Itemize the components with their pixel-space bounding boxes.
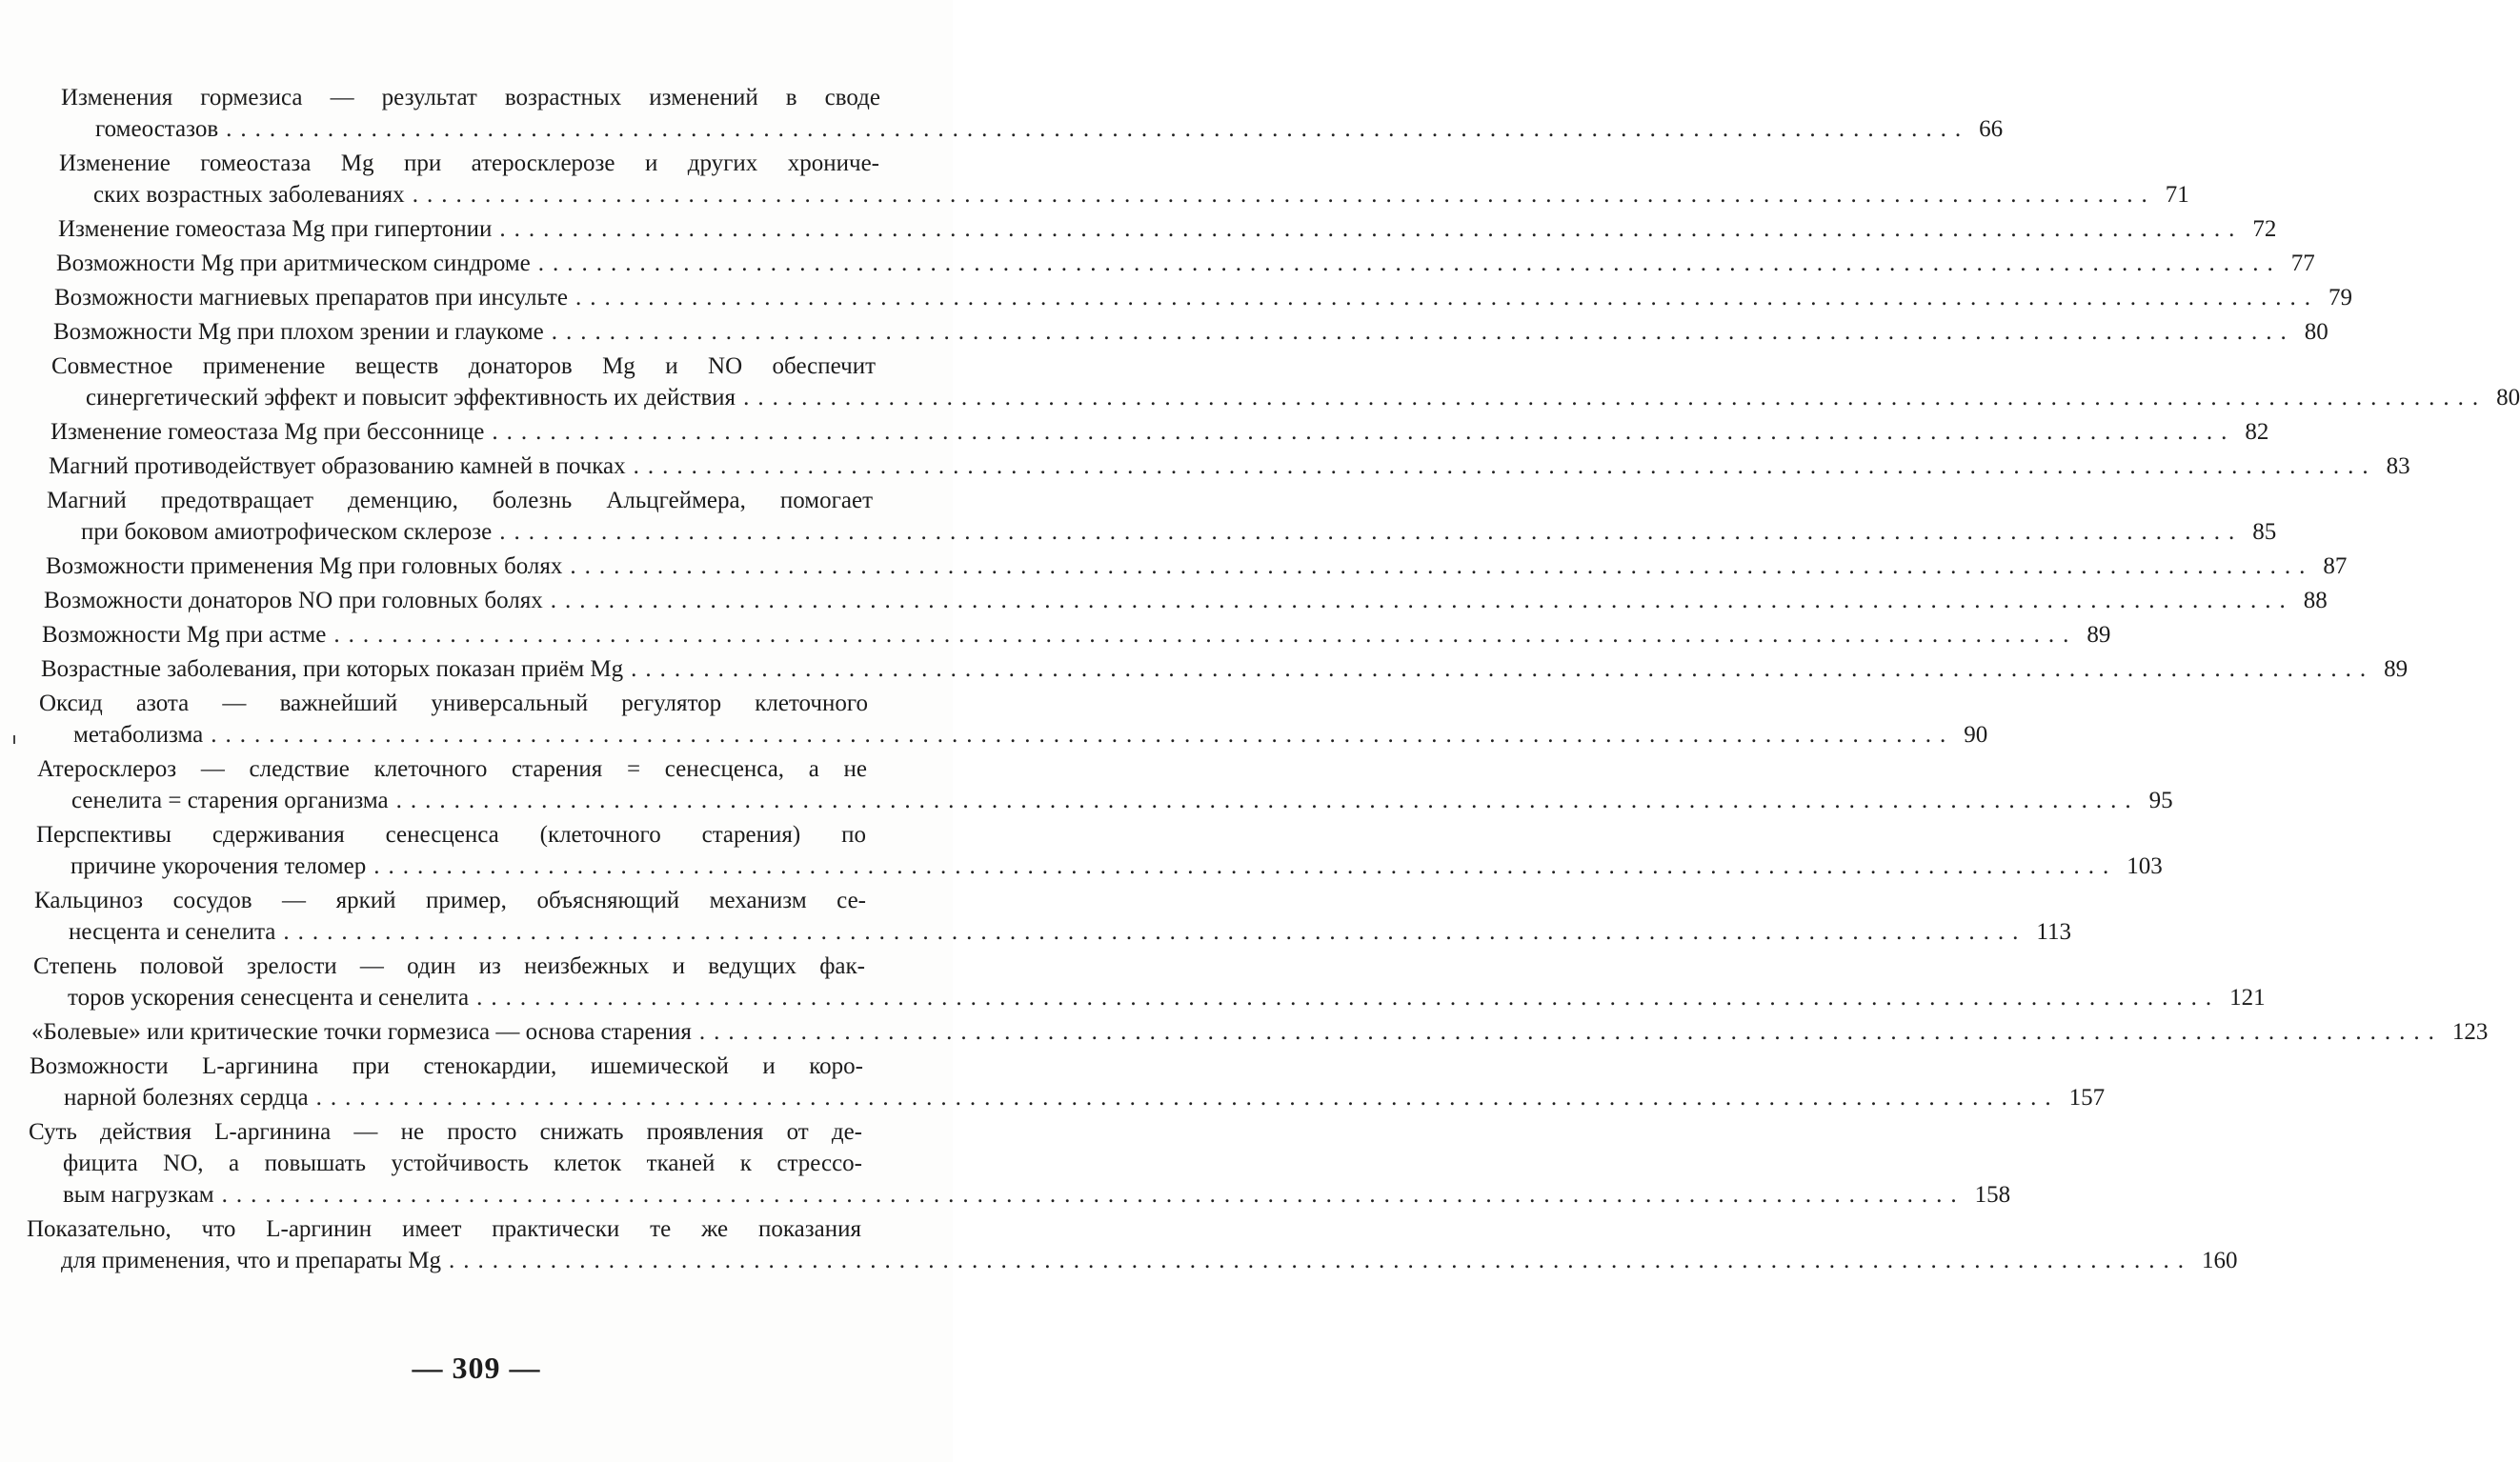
- print-speck: [13, 735, 15, 744]
- toc-entry-title: Изменение гомеостаза Mg при гипертонии: [58, 216, 493, 242]
- toc-entry: [0, 82, 2004, 145]
- toc-entry: [0, 485, 2277, 548]
- toc-entry: [0, 1116, 2011, 1211]
- toc-entry: [0, 451, 2410, 482]
- toc-entry-title: Возможности применения Mg при головных болях: [46, 553, 563, 579]
- toc-entry-last-line: [50, 416, 2269, 448]
- toc-page-number: 79: [2328, 285, 2352, 310]
- toc-entry-title: сенелита = старения организма: [71, 788, 389, 813]
- toc-entry-last-line: [81, 516, 2277, 548]
- toc-page-number: 123: [2451, 1019, 2489, 1045]
- toc-entry-last-line: [73, 719, 1988, 751]
- toc-entry-last-line: [61, 1245, 2238, 1276]
- toc-entry: [0, 551, 2348, 582]
- toc-entry-line: Магний предотвращает деменцию, болезнь Альцгеймера, помогает: [47, 488, 873, 513]
- toc-entry-last-line: [86, 382, 2520, 413]
- toc-entry-line: Суть действия L-аргинина — не просто снижать проявления от де-: [29, 1119, 862, 1145]
- toc-page-number: 89: [2384, 656, 2409, 682]
- toc-entry: [0, 653, 2409, 685]
- toc-entry: [0, 885, 2071, 948]
- dot-leader: ........................................................................................................................: [575, 285, 2319, 310]
- dot-leader: ........................................................................................................................: [449, 1248, 2192, 1273]
- dot-leader: ........................................................................................................................: [537, 250, 2282, 276]
- toc-entry: [0, 819, 2163, 882]
- toc-entry-line: фицита NO, а повышать устойчивость клеток тканей к стрессо-: [63, 1151, 862, 1176]
- dot-leader: ........................................................................................................................: [395, 788, 2140, 813]
- toc-entry-line: Совместное применение веществ донаторов Mg и NO обеспечит: [51, 353, 876, 379]
- toc-page-number: 103: [2127, 853, 2163, 879]
- dot-leader: ........................................................................................................................: [551, 319, 2295, 345]
- toc-entry-title: «Болевые» или критические точки гормезиса — основа старения: [31, 1019, 692, 1045]
- toc-entry-title: вым нагрузкам: [63, 1182, 214, 1208]
- toc-page-number: 90: [1964, 722, 1988, 748]
- toc-entry-title: Возможности магниевых препаратов при инсульте: [54, 285, 568, 310]
- dot-leader: ........................................................................................................................: [226, 116, 1970, 142]
- dot-leader: ........................................................................................................................: [221, 1182, 1966, 1208]
- toc-entry: [0, 688, 1988, 751]
- toc-entry-last-line: [71, 785, 2173, 816]
- dot-leader: ........................................................................................................................: [283, 919, 2027, 945]
- toc-entry: [0, 951, 2266, 1013]
- page-number: — 309 —: [412, 1351, 541, 1385]
- toc-page-number: 71: [2165, 182, 2189, 208]
- toc-entry-last-line: [42, 619, 2111, 651]
- toc-entry-title: Возможности Mg при астме: [42, 622, 327, 648]
- toc-entry-last-line: [63, 1179, 2011, 1211]
- dot-leader: ........................................................................................................................: [315, 1085, 2060, 1111]
- toc-page-number: 66: [1979, 116, 2004, 142]
- toc-entry-title: Возрастные заболевания, при которых показан приём Mg: [41, 656, 624, 682]
- toc-page-number: 83: [2386, 453, 2410, 479]
- toc-entry-title: несцента и сенелита: [69, 919, 276, 945]
- toc-entry-title: Возможности Mg при плохом зрении и глаукоме: [53, 319, 544, 345]
- toc-entry: [0, 148, 2189, 210]
- toc-entry-last-line: [54, 282, 2352, 313]
- toc-entry-title: гомеостазов: [95, 116, 219, 142]
- toc-entry-title: Магний противодействует образованию камней в почках: [49, 453, 626, 479]
- table-of-contents: [0, 82, 2520, 1279]
- toc-entry-line: Перспективы сдерживания сенесценса (клеточного старения) по: [36, 822, 866, 848]
- toc-entry-last-line: [46, 551, 2348, 582]
- dot-leader: ........................................................................................................................: [633, 453, 2377, 479]
- toc-entry: [0, 1213, 2238, 1276]
- toc-entry: [0, 213, 2277, 245]
- dot-leader: ........................................................................................................................: [499, 519, 2244, 545]
- toc-entry: [0, 316, 2328, 348]
- toc-entry-last-line: [53, 316, 2328, 348]
- toc-entry-last-line: [56, 248, 2315, 279]
- toc-entry: [0, 1051, 2106, 1113]
- toc-entry-last-line: [69, 916, 2071, 948]
- toc-entry-title: торов ускорения сенесцента и сенелита: [68, 985, 470, 1011]
- toc-entry-title: синергетический эффект и повысит эффективность их действия: [86, 385, 736, 411]
- dot-leader: ........................................................................................................................: [211, 722, 1955, 748]
- toc-entry-line: Кальциноз сосудов — яркий пример, объясняющий механизм се-: [34, 888, 866, 913]
- toc-page-number: 80: [2304, 319, 2328, 345]
- toc-entry: [0, 350, 2520, 413]
- dot-leader: ........................................................................................................................: [570, 553, 2314, 579]
- toc-entry: [0, 282, 2352, 313]
- dot-leader: ........................................................................................................................: [631, 656, 2375, 682]
- toc-entry-line: Степень половой зрелости — один из неизбежных и ведущих фак-: [33, 953, 865, 979]
- toc-entry-title: Возможности донаторов NO при головных болях: [44, 588, 543, 613]
- toc-page-number: 88: [2303, 588, 2328, 613]
- dot-leader: ........................................................................................................................: [476, 985, 2221, 1011]
- dot-leader: ........................................................................................................................: [550, 588, 2294, 613]
- toc-entry-line: Возможности L-аргинина при стенокардии, ишемической и коро-: [30, 1053, 863, 1079]
- toc-entry-last-line: [44, 585, 2328, 616]
- toc-entry-title: метаболизма: [73, 722, 204, 748]
- toc-page-number: 77: [2290, 250, 2315, 276]
- toc-entry: [0, 416, 2269, 448]
- toc-entry-last-line: [58, 213, 2277, 245]
- toc-entry-last-line: [31, 1016, 2489, 1048]
- toc-entry: [0, 753, 2173, 816]
- toc-entry-title: Возможности Mg при аритмическом синдроме: [56, 250, 531, 276]
- toc-page-number: 82: [2245, 419, 2269, 445]
- toc-page-number: 80: [2496, 385, 2520, 411]
- toc-page-number: 89: [2087, 622, 2111, 648]
- dot-leader: ........................................................................................................................: [499, 216, 2244, 242]
- toc-entry-last-line: [68, 982, 2266, 1013]
- toc-entry-last-line: [71, 851, 2163, 882]
- toc-entry-line: Изменение гомеостаза Mg при атеросклерозе и других хрониче-: [59, 150, 879, 176]
- toc-page-number: 95: [2148, 788, 2173, 813]
- toc-page-number: 113: [2036, 919, 2071, 945]
- dot-leader: ........................................................................................................................: [373, 853, 2118, 879]
- toc-entry-line: Показательно, что L-аргинин имеет практически те же показания: [27, 1216, 861, 1242]
- toc-entry-last-line: [93, 179, 2189, 210]
- toc-entry-last-line: [95, 113, 2004, 145]
- toc-page-number: 87: [2323, 553, 2348, 579]
- dot-leader: ........................................................................................................................: [698, 1019, 2443, 1045]
- toc-entry: [0, 619, 2111, 651]
- toc-page-number: 158: [1974, 1182, 2011, 1208]
- toc-entry-last-line: [49, 451, 2410, 482]
- toc-entry: [0, 248, 2315, 279]
- toc-entry: [0, 1016, 2489, 1048]
- toc-entry-last-line: [41, 653, 2409, 685]
- toc-entry-title: при боковом амиотрофическом склерозе: [81, 519, 493, 545]
- toc-entry-line: Атеросклероз — следствие клеточного старения = сенесценса, а не: [37, 756, 867, 782]
- toc-page-number: 72: [2252, 216, 2277, 242]
- toc-entry-last-line: [64, 1082, 2106, 1113]
- toc-entry-line: Изменения гормезиса — результат возрастных изменений в своде: [61, 85, 880, 110]
- dot-leader: ........................................................................................................................: [492, 419, 2236, 445]
- toc-page-number: 160: [2202, 1248, 2238, 1273]
- toc-entry-title: ских возрастных заболеваниях: [93, 182, 405, 208]
- toc-page-number: 157: [2068, 1085, 2106, 1111]
- toc-entry-title: причине укорочения теломер: [71, 853, 367, 879]
- toc-entry-title: для применения, что и препараты Mg: [61, 1248, 441, 1273]
- dot-leader: ........................................................................................................................: [743, 385, 2488, 411]
- dot-leader: ........................................................................................................................: [412, 182, 2156, 208]
- toc-page-number: 85: [2252, 519, 2277, 545]
- toc-entry-line: Оксид азота — важнейший универсальный регулятор клеточного: [39, 691, 868, 716]
- toc-entry-title: Изменение гомеостаза Mg при бессоннице: [50, 419, 485, 445]
- toc-entry-title: нарной болезнях сердца: [64, 1085, 309, 1111]
- dot-leader: ........................................................................................................................: [333, 622, 2078, 648]
- toc-page-number: 121: [2229, 985, 2266, 1011]
- toc-entry: [0, 585, 2328, 616]
